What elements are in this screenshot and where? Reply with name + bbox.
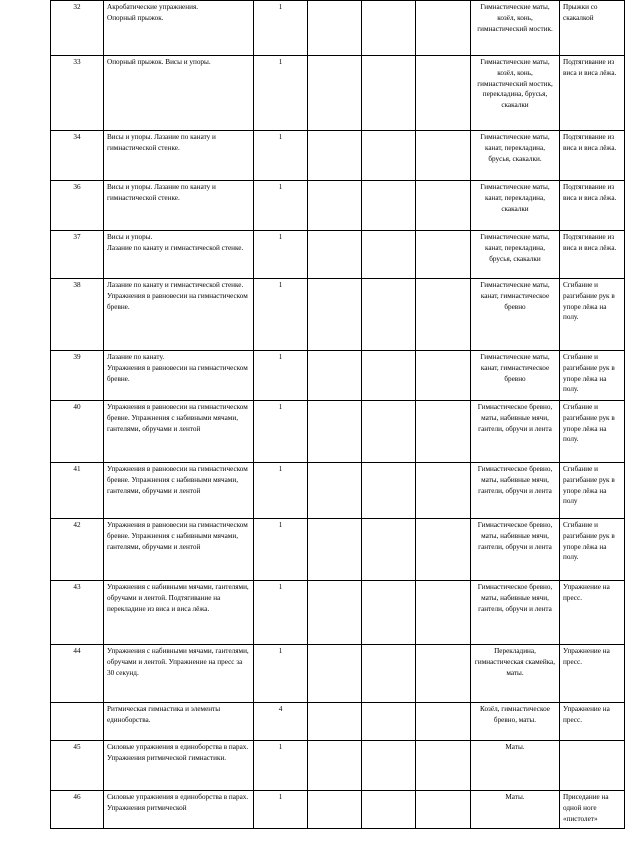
lesson-number: 46: [51, 791, 104, 829]
lesson-number: 41: [51, 463, 104, 519]
table-row: [51, 351, 625, 401]
date-fact-cell: [362, 1, 416, 56]
notes-cell: [416, 703, 471, 741]
date-plan-cell: [308, 791, 362, 829]
homework-task: Подтягивание из виса и виса лёжа.: [560, 56, 625, 131]
date-plan-cell: [308, 645, 362, 703]
homework-task: Сгибание и разгибание рук в упоре лёжа на полу.: [560, 279, 625, 351]
lesson-hours: 1: [254, 791, 308, 829]
date-fact-cell: [362, 463, 416, 519]
notes-cell: [416, 231, 471, 279]
notes-cell: [416, 181, 471, 231]
homework-task: Упражнение на пресс.: [560, 703, 625, 741]
lesson-theme: Силовые упражнения в единоборства в парах. Упражнения ритмической гимнастики.: [104, 741, 254, 791]
lesson-number: [51, 703, 104, 741]
date-plan-cell: [308, 1, 362, 56]
lesson-theme: Акробатические упражнения. Опорный прыжок.: [104, 1, 254, 56]
notes-cell: [416, 581, 471, 645]
table-row: [51, 463, 625, 519]
lesson-hours: 1: [254, 463, 308, 519]
homework-task: Упражнение на пресс.: [560, 645, 625, 703]
notes-cell: [416, 279, 471, 351]
lesson-hours: 4: [254, 703, 308, 741]
lesson-theme: Опорный прыжок. Висы и упоры.: [104, 56, 254, 131]
lesson-theme: Упражнения в равновесии на гимнастическом бревне. Упражнения с набивными мячами, гантелями, обручами и лентой: [104, 463, 254, 519]
notes-cell: [416, 741, 471, 791]
lesson-number: 38: [51, 279, 104, 351]
table-row: [51, 401, 625, 463]
notes-cell: [416, 131, 471, 181]
lesson-equipment: Маты.: [471, 741, 560, 791]
date-plan-cell: [308, 351, 362, 401]
date-plan-cell: [308, 131, 362, 181]
notes-cell: [416, 1, 471, 56]
date-fact-cell: [362, 645, 416, 703]
lesson-plan-table: [50, 0, 625, 829]
lesson-theme: Упражнения в равновесии на гимнастическом бревне. Упражнения с набивными мячами, гантелями, обручами и лентой: [104, 401, 254, 463]
notes-cell: [416, 791, 471, 829]
lesson-hours: 1: [254, 279, 308, 351]
lesson-theme: Лазание по канату. Упражнения в равновесии на гимнастическом бревне.: [104, 351, 254, 401]
notes-cell: [416, 645, 471, 703]
date-fact-cell: [362, 519, 416, 581]
lesson-equipment: Гимнастические маты, козёл, конь, гимнастический мостик.: [471, 1, 560, 56]
homework-task: Упражнение на пресс.: [560, 581, 625, 645]
lesson-number: 37: [51, 231, 104, 279]
date-fact-cell: [362, 279, 416, 351]
lesson-number: 33: [51, 56, 104, 131]
table-row: [51, 56, 625, 131]
date-plan-cell: [308, 181, 362, 231]
homework-task: Подтягивание из виса и виса лёжа.: [560, 131, 625, 181]
notes-cell: [416, 463, 471, 519]
lesson-number: 36: [51, 181, 104, 231]
table-row: [51, 703, 625, 741]
lesson-number: 43: [51, 581, 104, 645]
date-fact-cell: [362, 181, 416, 231]
lesson-theme: Висы и упоры. Лазание по канату и гимнастической стенке.: [104, 231, 254, 279]
lesson-hours: 1: [254, 741, 308, 791]
table-row: [51, 581, 625, 645]
table-row: [51, 181, 625, 231]
lesson-hours: 1: [254, 519, 308, 581]
lesson-number: 44: [51, 645, 104, 703]
homework-task: [560, 741, 625, 791]
date-fact-cell: [362, 741, 416, 791]
date-fact-cell: [362, 401, 416, 463]
date-fact-cell: [362, 791, 416, 829]
homework-task: Сгибание и разгибание рук в упоре лёжа на полу.: [560, 351, 625, 401]
date-plan-cell: [308, 741, 362, 791]
table-row: [51, 645, 625, 703]
lesson-number: 34: [51, 131, 104, 181]
date-plan-cell: [308, 279, 362, 351]
lesson-equipment: Гимнастические маты, канат, перекладина, брусья, скакалки: [471, 231, 560, 279]
lesson-hours: 1: [254, 181, 308, 231]
date-plan-cell: [308, 231, 362, 279]
homework-task: Подтягивание из виса и виса лёжа.: [560, 181, 625, 231]
lesson-equipment: Маты.: [471, 791, 560, 829]
lesson-equipment: Гимнастические маты, канат, перекладина, брусья, скакалки.: [471, 131, 560, 181]
table-row: [51, 1, 625, 56]
notes-cell: [416, 56, 471, 131]
lesson-hours: 1: [254, 401, 308, 463]
lesson-theme: Висы и упоры. Лазание по канату и гимнастической стенке.: [104, 131, 254, 181]
lesson-hours: 1: [254, 1, 308, 56]
lesson-number: 40: [51, 401, 104, 463]
date-plan-cell: [308, 581, 362, 645]
date-plan-cell: [308, 519, 362, 581]
date-plan-cell: [308, 463, 362, 519]
lesson-equipment: Гимнастическое бревно, маты, набивные мячи, гантели, обручи и лента: [471, 519, 560, 581]
date-fact-cell: [362, 581, 416, 645]
lesson-theme: Лазание по канату и гимнастической стенке. Упражнения в равновесии на гимнастическом бревне.: [104, 279, 254, 351]
lesson-hours: 1: [254, 351, 308, 401]
lesson-equipment: Гимнастическое бревно, маты, набивные мячи, гантели, обручи и лента: [471, 581, 560, 645]
date-fact-cell: [362, 56, 416, 131]
table-row: [51, 131, 625, 181]
lesson-hours: 1: [254, 645, 308, 703]
lesson-equipment: Гимнастические маты, канат, перекладина, скакалки: [471, 181, 560, 231]
notes-cell: [416, 351, 471, 401]
notes-cell: [416, 519, 471, 581]
lesson-equipment: Гимнастические маты, канат, гимнастическое бревно: [471, 351, 560, 401]
lesson-theme: Ритмическая гимнастика и элементы единоборства.: [104, 703, 254, 741]
lesson-equipment: Козёл, гимнастическое бревно, маты.: [471, 703, 560, 741]
lesson-number: 32: [51, 1, 104, 56]
lesson-number: 42: [51, 519, 104, 581]
table-row: [51, 231, 625, 279]
date-fact-cell: [362, 703, 416, 741]
date-plan-cell: [308, 401, 362, 463]
lesson-theme: Висы и упоры. Лазание по канату и гимнастической стенке.: [104, 181, 254, 231]
table-row: [51, 279, 625, 351]
lesson-number: 45: [51, 741, 104, 791]
lesson-hours: 1: [254, 581, 308, 645]
lesson-equipment: Гимнастические маты, козёл, конь, гимнастический мостик, перекладина, брусья, скакалки: [471, 56, 560, 131]
lesson-hours: 1: [254, 56, 308, 131]
table-row: [51, 791, 625, 829]
table-body: [51, 1, 625, 829]
lesson-number: 39: [51, 351, 104, 401]
notes-cell: [416, 401, 471, 463]
lesson-theme: Упражнения с набивными мячами, гантелями, обручами и лентой. Упражнение на пресс за 30 секунд.: [104, 645, 254, 703]
homework-task: Подтягивание из виса и виса лёжа.: [560, 231, 625, 279]
table-row: [51, 741, 625, 791]
lesson-hours: 1: [254, 231, 308, 279]
homework-task: Приседание на одной ноге «пистолет»: [560, 791, 625, 829]
table-row: [51, 519, 625, 581]
homework-task: Сгибание и разгибание рук в упоре лёжа на полу.: [560, 401, 625, 463]
lesson-equipment: Гимнастическое бревно, маты, набивные мячи, гантели, обручи и лента: [471, 463, 560, 519]
lesson-theme: Силовые упражнения в единоборства в парах. Упражнения ритмической: [104, 791, 254, 829]
lesson-hours: 1: [254, 131, 308, 181]
lesson-theme: Упражнения с набивными мячами, гантелями, обручами и лентой. Подтягивание на перекладине из виса и виса лёжа.: [104, 581, 254, 645]
lesson-equipment: Гимнастические маты, канат, гимнастическое бревно: [471, 279, 560, 351]
date-plan-cell: [308, 56, 362, 131]
homework-task: Прыжки со скакалкой: [560, 1, 625, 56]
lesson-theme: Упражнения в равновесии на гимнастическом бревне. Упражнения с набивными мячами, гантелями, обручами и лентой: [104, 519, 254, 581]
date-fact-cell: [362, 231, 416, 279]
lesson-equipment: Перекладина, гимнастическая скамейка, маты.: [471, 645, 560, 703]
lesson-equipment: Гимнастическое бревно, маты, набивные мячи, гантели, обручи и лента: [471, 401, 560, 463]
date-plan-cell: [308, 703, 362, 741]
homework-task: Сгибание и разгибание рук в упоре лёжа на полу.: [560, 519, 625, 581]
homework-task: Сгибание и разгибание рук в упоре лёжа на полу: [560, 463, 625, 519]
date-fact-cell: [362, 131, 416, 181]
date-fact-cell: [362, 351, 416, 401]
